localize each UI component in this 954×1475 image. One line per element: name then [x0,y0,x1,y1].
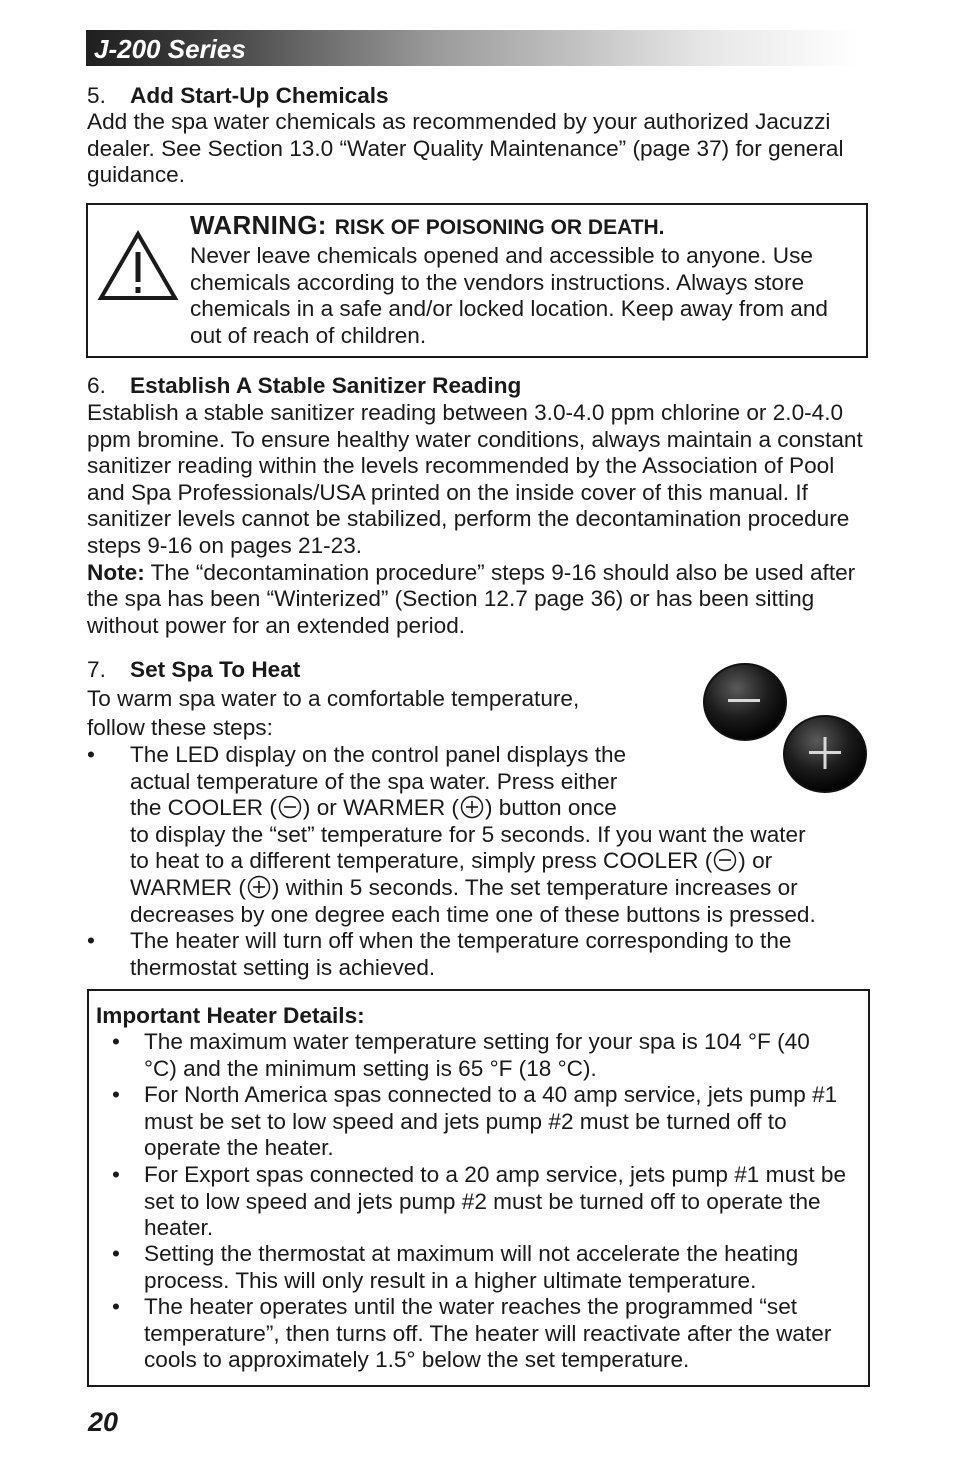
step-7-intro-line-2: follow these steps: [87,715,273,740]
step-6-title: Establish A Stable Sanitizer Reading [130,373,522,398]
bullet-marker: • [112,1029,120,1054]
warning-body: Never leave chemicals opened and accessible to anyone. Use chemicals according to the vendors instructions. Always store chemicals in a safe and/or locked location. Keep away from and out of reach of children. [190,243,828,348]
bullet-1-line-2: actual temperature of the spa water. Press either [130,769,618,794]
bullet-2-text: The heater will turn off when the temperature corresponding to the thermostat setting is achieved. [130,928,792,980]
page-number: 20 [88,1407,119,1437]
heater-detail-text: Setting the thermostat at maximum will not accelerate the heating process. This will only result in a higher ultimate temperature. [144,1241,799,1293]
bullet-marker: • [112,1294,120,1319]
step-6-number: 6. [87,373,106,398]
bullet-1-line-7: decreases by one degree each time one of these buttons is pressed. [130,902,816,927]
plus-button-icon [247,875,271,899]
heater-details-title: Important Heater Details: [96,1003,365,1028]
step-7-intro-line-1: To warm spa water to a comfortable temperature, [87,686,580,711]
step-7-heading [87,657,300,684]
step-7-number: 7. [87,657,106,682]
bullet-marker: • [112,1162,120,1187]
cooler-button-graphic [702,662,788,742]
heater-detail-text: The heater operates until the water reaches the programmed “set temperature”, then turns off. The heater will reactivate after the water cools to approximately 1.5° below the set temperature. [144,1294,832,1373]
warning-subtitle: RISK OF POISONING OR DEATH. [334,216,665,239]
step-6-text: Establish a stable sanitizer reading between 3.0-4.0 ppm chlorine or 2.0-4.0 ppm bromine. To ensure healthy water conditions, always maintain a constant sanitizer reading within the levels recommended by the Association of Pool and Spa Professionals/USA printed on the inside cover of this manual. If sanitizer levels cannot be stabilized, perform the decontamination procedure steps 9-16 on pages 21-23. [87,400,863,558]
step-6-note-label: Note: [87,559,145,585]
bullet-1-line-5 [130,848,772,875]
step-5-title: Add Start-Up Chemicals [130,83,389,108]
warmer-button-graphic [782,714,868,794]
step-5-heading [87,83,389,110]
bullet-1-line-4: to display the “set” temperature for 5 seconds. If you want the water [130,822,806,847]
heater-detail-text: For Export spas connected to a 20 amp service, jets pump #1 must be set to low speed and jets pump #2 must be turned off to operate the heater. [144,1162,847,1241]
step-5-body: Add the spa water chemicals as recommended by your authorized Jacuzzi dealer. See Section 13.0 “Water Quality Maintenance” (page 37) for general guidance. [87,109,844,188]
heater-detail-text: The maximum water temperature setting for your spa is 104 °F (40 °C) and the minimum setting is 65 °F (18 °C). [144,1029,810,1081]
plus-button-icon [460,795,484,819]
step-5-number: 5. [87,83,106,108]
minus-button-icon [713,848,737,872]
bullet-marker: • [87,928,95,953]
minus-button-icon [278,795,302,819]
bullet-1-line-3-c: ) button once [484,795,617,820]
bullet-marker: • [112,1241,120,1266]
heater-detail-text: For North America spas connected to a 40 amp service, jets pump #1 must be set to low speed and jets pump #2 must be turned off to operate the heater. [144,1082,838,1161]
warning-heading [190,212,665,242]
bullet-marker: • [112,1082,120,1107]
bullet-1-line-5-b: ) or [738,848,773,873]
warning-triangle-icon [97,230,179,302]
step-6-heading [87,373,521,400]
bullet-1-line-5-a: to heat to a different temperature, simply press COOLER ( [130,848,713,873]
step-6-body [87,400,865,639]
bullet-1-line-3 [130,795,617,822]
bullet-1-line-6 [130,875,798,902]
bullet-1-line-3-b: ) or WARMER ( [302,795,459,820]
bullet-1-line-1: The LED display on the control panel displays the [130,742,627,767]
step-7-title: Set Spa To Heat [130,657,301,682]
header-title: J-200 Series [94,34,246,64]
bullet-1-line-3-a: the COOLER ( [130,795,277,820]
bullet-marker: • [87,742,95,767]
warning-label: WARNING: [190,210,327,240]
bullet-1-line-6-b: ) within 5 seconds. The set temperature increases or [271,875,798,900]
step-6-note-text: The “decontamination procedure” steps 9-16 should also be used after the spa has been “Winterized” (Section 12.7 page 36) or has been sitting without power for an extended period. [87,559,856,638]
bullet-1-line-6-a: WARMER ( [130,875,246,900]
